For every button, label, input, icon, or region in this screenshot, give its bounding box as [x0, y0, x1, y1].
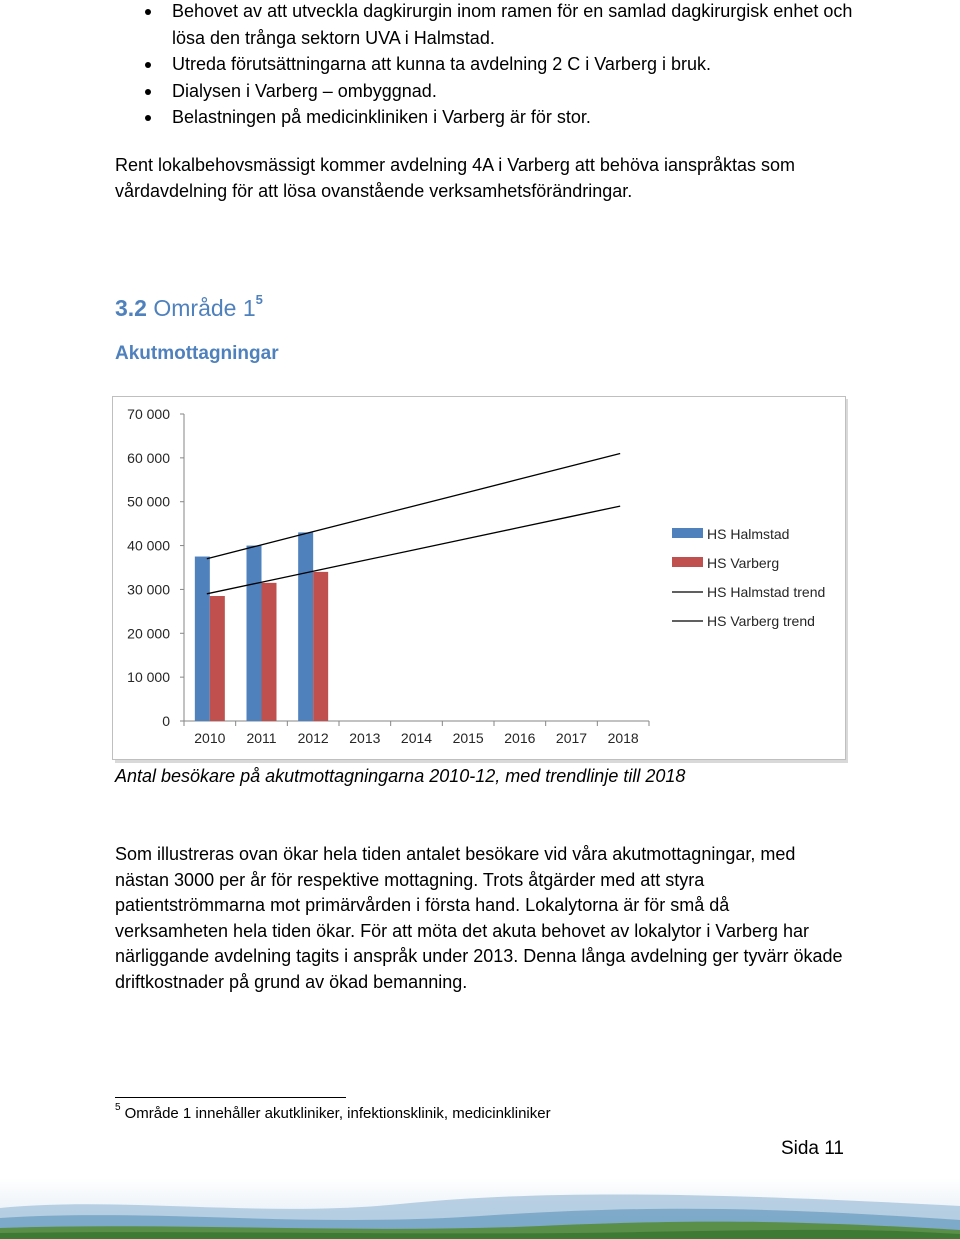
bullet-dot-icon	[145, 89, 151, 95]
x-tick-label: 2010	[194, 730, 226, 746]
bar-hs-varberg	[210, 596, 225, 721]
y-tick-label: 10 000	[127, 669, 170, 686]
x-tick-label: 2011	[246, 730, 277, 746]
footnote-number: 5	[115, 1102, 121, 1113]
x-tick-label: 2015	[452, 730, 484, 746]
x-tick-label: 2014	[400, 730, 433, 746]
section-number: 3.2	[115, 295, 147, 321]
legend-swatch	[672, 528, 703, 538]
section-title: Område 1	[153, 295, 256, 321]
y-tick-label: 50 000	[127, 493, 170, 510]
bullet-item	[172, 51, 872, 78]
y-tick-label: 40 000	[127, 537, 170, 554]
footnote	[115, 1104, 551, 1122]
footnote-separator	[115, 1097, 346, 1098]
body-paragraph: Som illustreras ovan ökar hela tiden antalet besökare vid våra akutmottagningar, med nästan 3000 per år för respektive mottagning. Trots åtgärder med att styra patientströmmarna mot primärvården i första hand. Lokalytorna är för små då verksamheten hela tiden ökar. För att möta det akuta behovet av lokalytor i Varberg har närliggande avdelning tagits i anspråk under 2013. Denna långa avdelning ger tyvärr ökade driftkostnader på grund av ökad bemanning.	[115, 844, 843, 992]
x-tick-label: 2016	[504, 730, 536, 746]
chart-caption: Antal besökare på akutmottagningarna 2010-12, med trendlinje till 2018	[115, 766, 686, 786]
legend-label: HS Halmstad	[707, 526, 790, 542]
y-tick-label: 0	[162, 713, 170, 729]
x-tick-label: 2012	[297, 730, 329, 746]
footnote-text: Område 1 innehåller akutkliniker, infektionsklinik, medicinkliniker	[124, 1105, 551, 1122]
bar-hs-halmstad	[195, 557, 210, 721]
bar-hs-halmstad	[298, 532, 313, 721]
section-footnote-ref: 5	[255, 292, 263, 308]
subheading: Akutmottagningar	[115, 343, 279, 364]
legend-label: HS Varberg	[707, 555, 780, 571]
bar-hs-halmstad	[247, 546, 262, 721]
bullet-list	[172, 0, 872, 131]
bullet-item	[172, 104, 872, 131]
y-tick-label: 30 000	[127, 581, 170, 598]
bullet-item	[172, 78, 872, 105]
grass-footer-decoration	[0, 1178, 960, 1239]
bullet-text: Utreda förutsättningarna att kunna ta avdelning 2 C i Varberg i bruk.	[172, 54, 711, 74]
section-heading	[115, 292, 263, 322]
bullet-text: Belastningen på medicinkliniken i Varberg är för stor.	[172, 107, 591, 127]
bullet-text: Dialysen i Varberg – ombyggnad.	[172, 80, 437, 101]
legend-swatch	[672, 557, 703, 567]
bullet-item	[172, 0, 872, 51]
x-tick-label: 2018	[607, 730, 639, 746]
bullet-dot-icon	[145, 9, 151, 15]
y-tick-label: 70 000	[127, 406, 170, 422]
x-tick-label: 2017	[555, 730, 588, 746]
intro-paragraph: Rent lokalbehovsmässigt kommer avdelning 4A i Varberg att behöva ianspråktas som vårdavdelning för att lösa ovanstående verksamhetsförändringar.	[115, 155, 796, 201]
bar-hs-varberg	[313, 572, 328, 721]
bullet-text: Behovet av att utveckla dagkirurgin inom ramen för en samlad dagkirurgisk enhet och lösa den trånga sektorn UVA i Halmstad.	[172, 1, 853, 48]
y-tick-label: 20 000	[127, 625, 170, 642]
x-tick-label: 2013	[349, 730, 381, 746]
legend-label: HS Varberg trend	[707, 613, 815, 629]
y-tick-label: 60 000	[127, 449, 170, 466]
bullet-dot-icon	[145, 62, 151, 68]
bullet-dot-icon	[145, 115, 151, 121]
legend-label: HS Halmstad trend	[707, 584, 826, 600]
visitors-chart	[112, 396, 848, 764]
bar-hs-varberg	[262, 583, 277, 721]
page-number: Sida 11	[780, 1138, 844, 1159]
